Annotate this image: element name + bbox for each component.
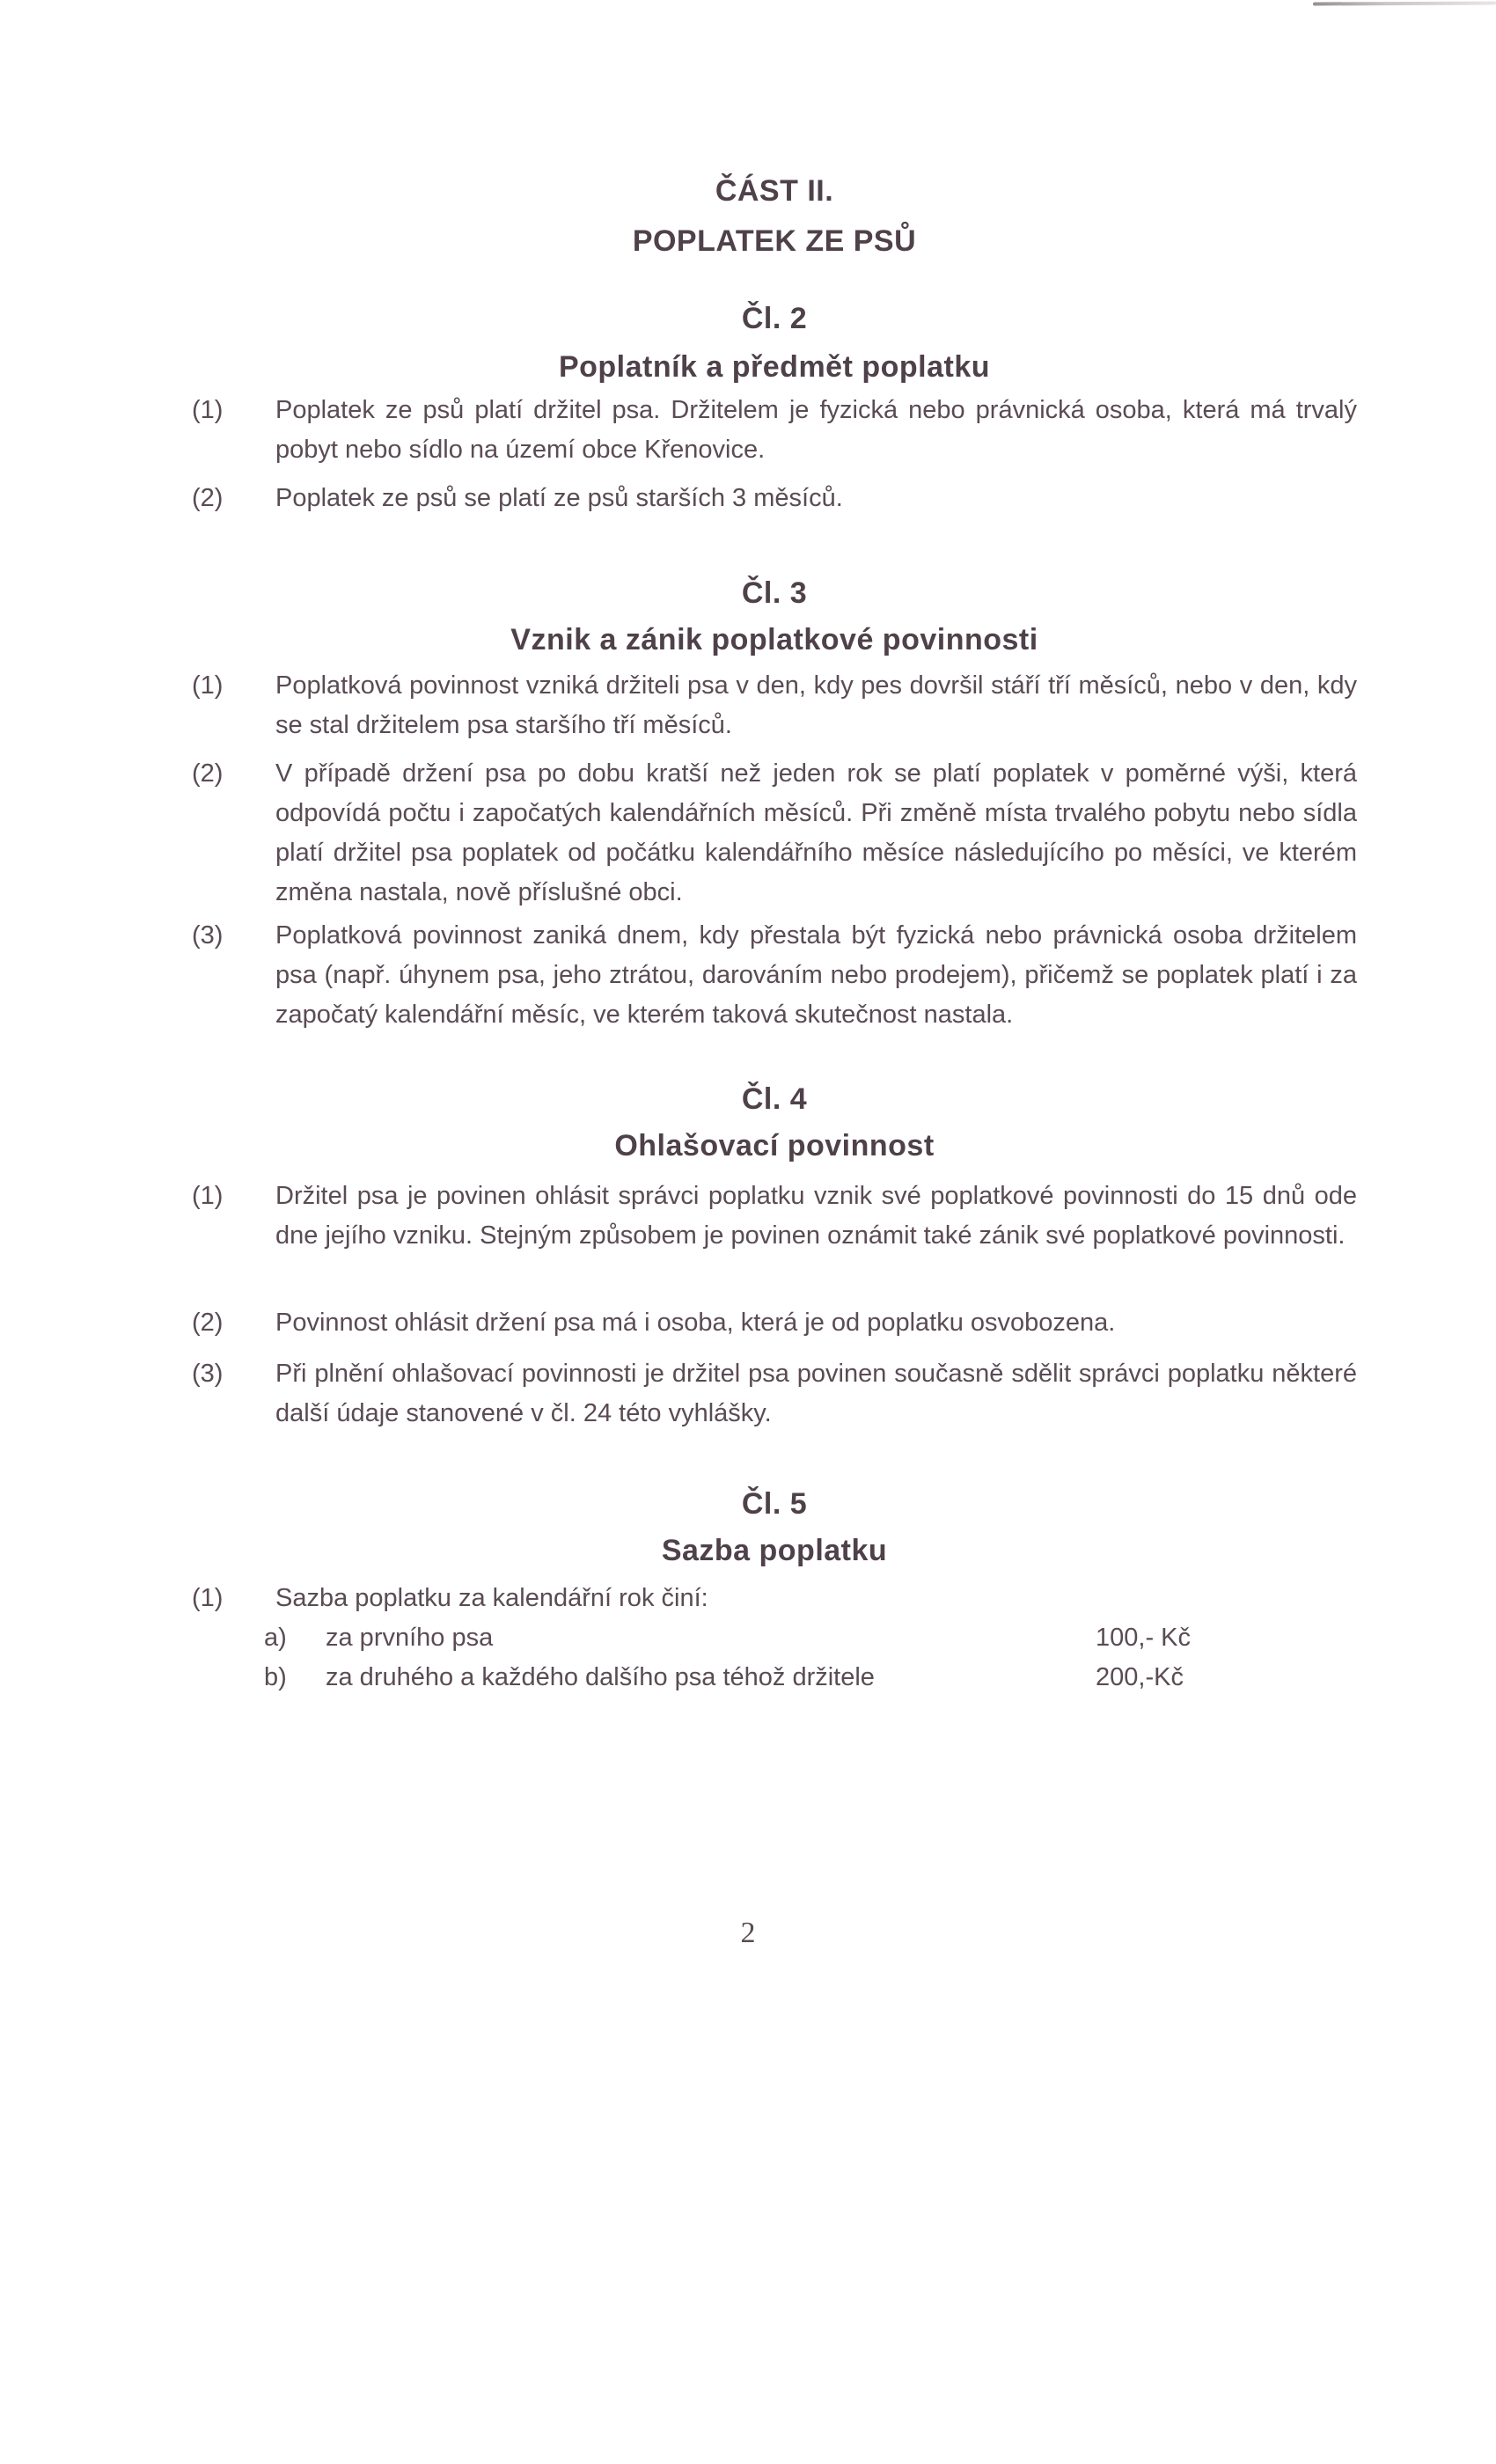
article-4-paragraph-1 — [192, 1177, 1357, 1256]
article-3-paragraph-1 — [192, 666, 1357, 745]
article-3-paragraph-3 — [192, 916, 1357, 1035]
article-4-title: Ohlašovací povinnost — [614, 1129, 935, 1162]
paragraph-text: Poplatková povinnost vzniká držiteli psa v den, kdy pes dovršil stáří tří měsíců, nebo v den, kdy se stal držitelem psa staršího tří měsíců. — [275, 671, 1357, 739]
article-5-title: Sazba poplatku — [661, 1534, 888, 1567]
article-5-number: Čl. 5 — [741, 1487, 808, 1521]
article-2-paragraph-2 — [192, 479, 1357, 518]
article-3-number: Čl. 3 — [741, 576, 808, 610]
paragraph-number: (2) — [192, 759, 224, 788]
article-4-paragraph-3 — [192, 1354, 1357, 1434]
paragraph-number: (2) — [192, 484, 224, 512]
paragraph-text: Při plnění ohlašovací povinnosti je držitel psa povinen současně sdělit správci poplatku některé další údaje stanovené v čl. 24 této vyhlášky. — [275, 1360, 1357, 1427]
rate-item-amount: 200,-Kč — [1096, 1663, 1184, 1691]
paragraph-number: (1) — [192, 396, 224, 424]
part-label: ČÁST II. — [715, 174, 834, 208]
article-3-paragraph-2 — [192, 754, 1357, 913]
paragraph-number: (1) — [192, 1584, 224, 1612]
paragraph-text: Poplatek ze psů se platí ze psů starších 3 měsíců. — [275, 484, 843, 512]
paragraph-text: Povinnost ohlásit držení psa má i osoba, která je od poplatku osvobozena. — [275, 1309, 1116, 1337]
rate-item-marker: b) — [264, 1663, 287, 1691]
article-5-paragraph-1 — [192, 1579, 1357, 1618]
paragraph-number: (1) — [192, 1182, 224, 1210]
article-2-number: Čl. 2 — [741, 302, 808, 335]
rate-item-b — [264, 1658, 1285, 1698]
paragraph-text: V případě držení psa po dobu kratší než jeden rok se platí poplatek v poměrné výši, která odpovídá počtu i započatých kalendářních měsíců. Při změně místa trvalého pobytu nebo sídla platí držitel psa poplatek od počátku kalendářního měsíce následujícího po měsíci, ve kterém změna nastala, nově příslušné obci. — [275, 759, 1357, 906]
paragraph-text: Poplatek ze psů platí držitel psa. Držitelem je fyzická nebo právnická osoba, která má trvalý pobyt nebo sídlo na území obce Křenovice. — [275, 396, 1357, 464]
rate-item-marker: a) — [264, 1624, 287, 1652]
page-number: 2 — [740, 1917, 756, 1949]
article-4-number: Čl. 4 — [741, 1082, 808, 1116]
paragraph-number: (3) — [192, 1360, 224, 1388]
paragraph-text: Sazba poplatku za kalendářní rok činí: — [275, 1584, 708, 1612]
part-title: POPLATEK ZE PSŮ — [632, 224, 917, 258]
rate-item-label: za prvního psa — [326, 1624, 494, 1652]
article-4-paragraph-2 — [192, 1303, 1357, 1343]
article-2-paragraph-1 — [192, 391, 1357, 470]
article-3-title: Vznik a zánik poplatkové povinnosti — [510, 623, 1038, 656]
rate-item-amount: 100,- Kč — [1096, 1624, 1191, 1652]
scan-artifact-line — [1313, 2, 1496, 6]
paragraph-number: (3) — [192, 921, 224, 950]
paragraph-number: (2) — [192, 1309, 224, 1337]
paragraph-text: Poplatková povinnost zaniká dnem, kdy přestala být fyzická nebo právnická osoba držitelem psa (např. úhynem psa, jeho ztrátou, darováním nebo prodejem), přičemž se poplatek platí i za započatý kalendářní měsíc, ve kterém taková skutečnost nastala. — [275, 921, 1357, 1029]
paragraph-text: Držitel psa je povinen ohlásit správci poplatku vznik své poplatkové povinnosti do 15 dnů ode dne jejího vzniku. Stejným způsobem je povinen oznámit také zánik své poplatkové povinnosti. — [275, 1182, 1357, 1250]
rate-item-a — [264, 1618, 1285, 1658]
paragraph-number: (1) — [192, 671, 224, 700]
rate-item-label: za druhého a každého dalšího psa téhož držitele — [326, 1663, 875, 1691]
article-2-title: Poplatník a předmět poplatku — [558, 350, 991, 384]
